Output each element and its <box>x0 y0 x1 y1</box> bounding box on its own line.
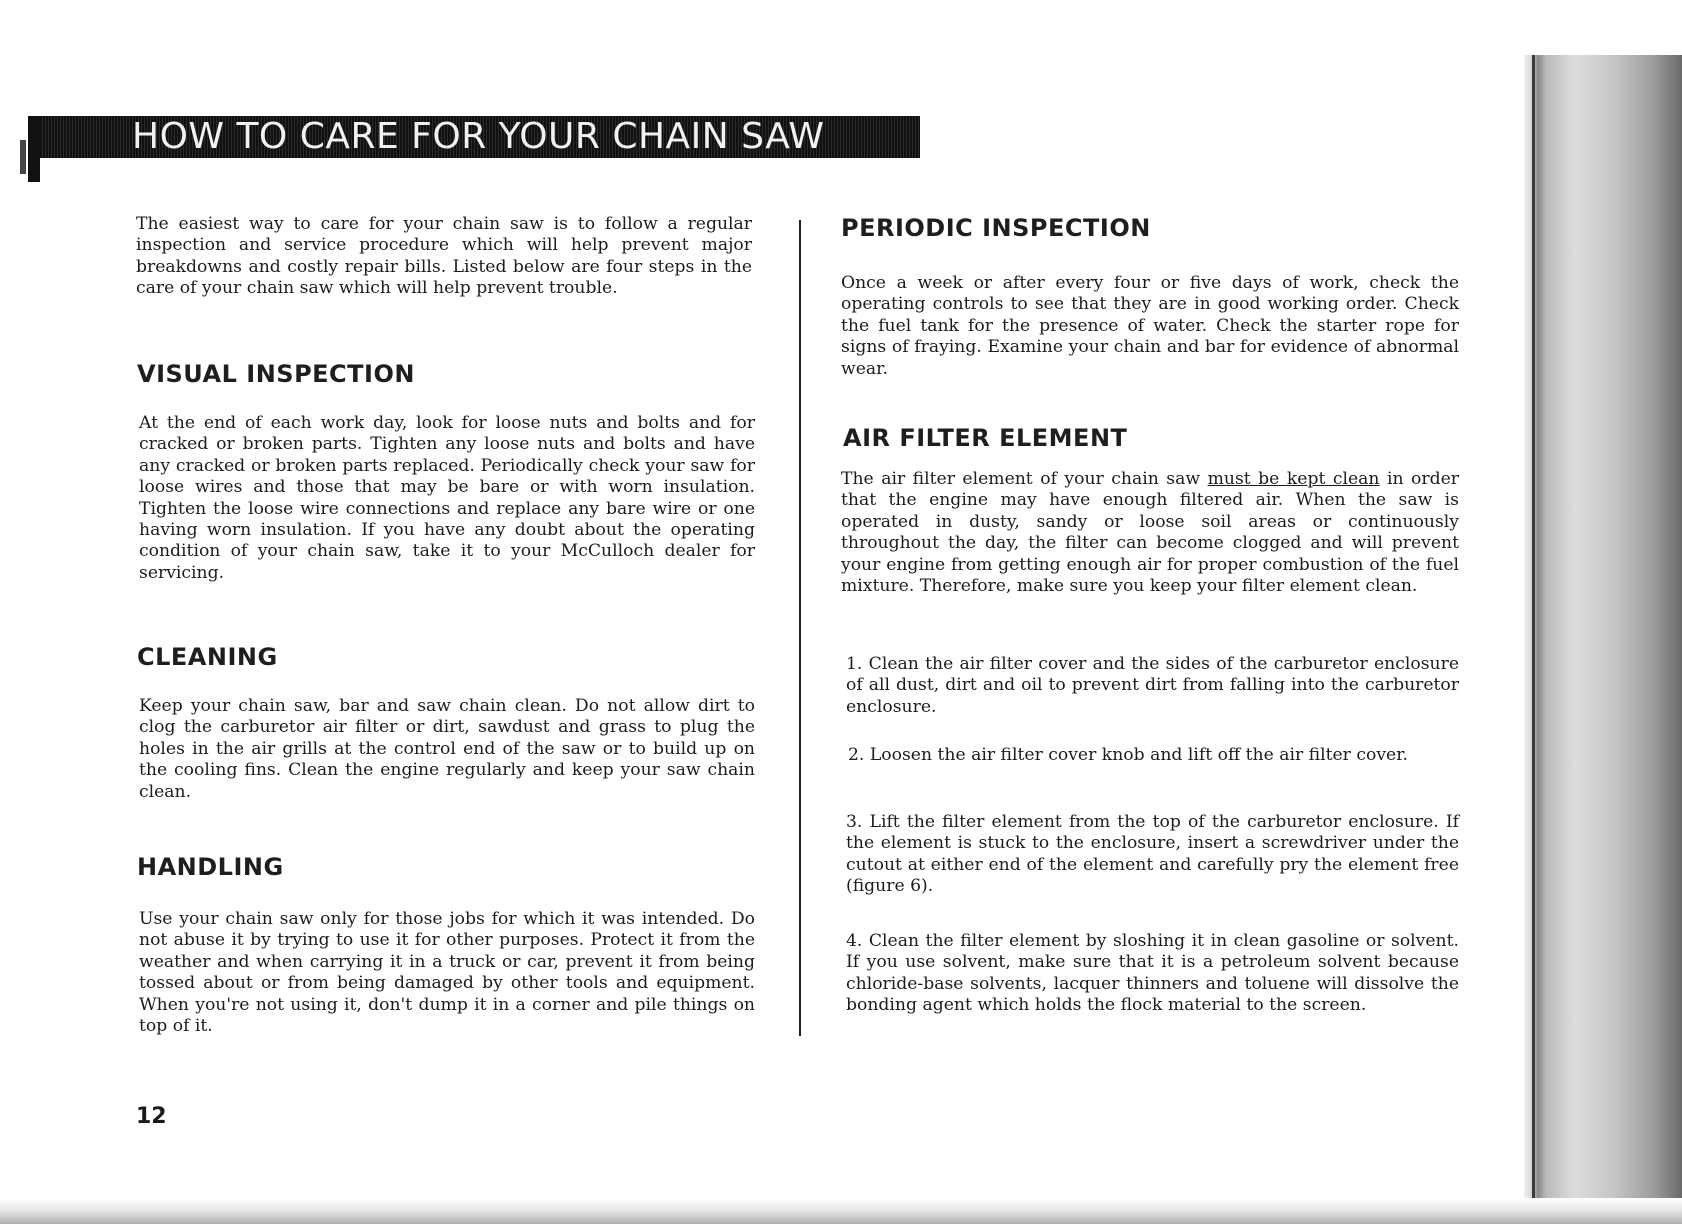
cleaning-paragraph: Keep your chain saw, bar and saw chain clean. Do not allow dirt to clog the carburetor air filter or dirt, sawdust and grass to plug the holes in the air grills at the control end of the saw or to build up on the cooling fins. Clean the engine regularly and keep your saw chain clean. <box>139 696 755 802</box>
handling-heading: HANDLING <box>137 853 284 881</box>
intro-paragraph: The easiest way to care for your chain saw is to follow a regular inspection and service procedure which will help prevent major breakdowns and costly repair bills. Listed below are four steps in the care of your chain saw which will help prevent trouble. <box>136 214 752 299</box>
air-filter-text-end: in order that the engine may have enough filtered air. When the saw is operated in dusty, sandy or loose soil areas or continuously throughout the day, the filter can become clogged and will prevent your engine from getting enough air for proper combustion of the fuel mixture. Therefore, make sure you keep your filter element clean. <box>841 469 1459 597</box>
page-title: HOW TO CARE FOR YOUR CHAIN SAW <box>132 116 825 157</box>
bottom-page-shadow <box>0 1198 1682 1224</box>
column-divider <box>799 220 801 1036</box>
visual-inspection-paragraph: At the end of each work day, look for loose nuts and bolts and for cracked or broken parts. Tighten any loose nuts and bolts and have any cracked or broken parts replaced. Periodically check your saw for loose wires and those that may be bare or with worn insulation. Tighten the loose wire connections and replace any bare wire or one having worn insulation. If you have any doubt about the operating condition of your chain saw, take it to your McCulloch dealer for servicing. <box>139 413 755 583</box>
title-band-tab <box>28 116 40 182</box>
cleaning-heading: CLEANING <box>137 643 278 671</box>
visual-inspection-heading: VISUAL INSPECTION <box>137 360 415 388</box>
air-filter-step-2: 2. Loosen the air filter cover knob and lift off the air filter cover. <box>848 745 1409 765</box>
air-filter-text-start: The air filter element of your chain saw <box>841 469 1208 489</box>
air-filter-step-3: 3. Lift the filter element from the top of the carburetor enclosure. If the element is stuck to the enclosure, insert a screwdriver under the cutout at either end of the element and carefully pry the element free (figure 6). <box>846 812 1459 897</box>
air-filter-heading: AIR FILTER ELEMENT <box>843 424 1128 452</box>
air-filter-step-4: 4. Clean the filter element by sloshing it in clean gasoline or solvent. If you use solvent, make sure that it is a petroleum solvent because chloride-base solvents, lacquer thinners and toluene will dissolve the bonding agent which holds the flock material to the screen. <box>846 931 1459 1016</box>
book-binding-edge <box>1532 55 1535 1224</box>
page-number: 12 <box>136 1104 167 1129</box>
title-band-mark <box>20 140 26 174</box>
periodic-inspection-paragraph: Once a week or after every four or five days of work, check the operating controls to see that they are in good working order. Check the fuel tank for the presence of water. Check the starter rope for signs of fraying. Examine your chain and bar for evidence of abnormal wear. <box>841 273 1459 379</box>
air-filter-step-1: 1. Clean the air filter cover and the sides of the carburetor enclosure of all dust, dirt and oil to prevent dirt from falling into the carburetor enclosure. <box>846 654 1459 717</box>
air-filter-paragraph <box>841 469 1459 597</box>
periodic-inspection-heading: PERIODIC INSPECTION <box>841 214 1151 242</box>
air-filter-underlined-text: must be kept clean <box>1207 469 1380 489</box>
handling-paragraph: Use your chain saw only for those jobs for which it was intended. Do not abuse it by trying to use it for other purposes. Protect it from the weather and when carrying it in a truck or car, prevent it from being tossed about or from being damaged by other tools and equipment. When you're not using it, don't dump it in a corner and pile things on top of it. <box>139 909 755 1037</box>
book-binding-shadow <box>1524 55 1682 1224</box>
